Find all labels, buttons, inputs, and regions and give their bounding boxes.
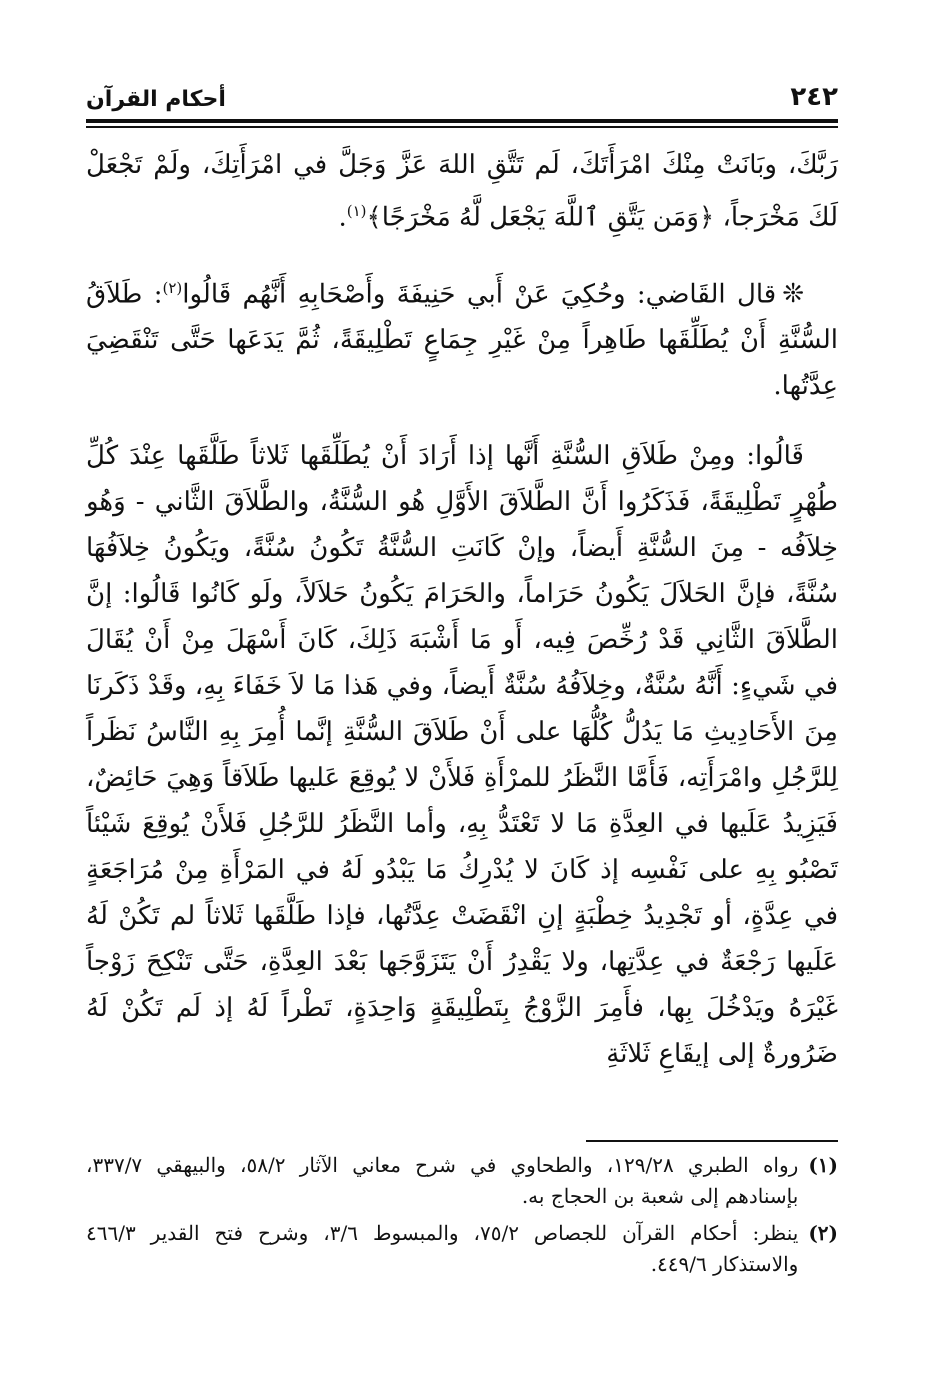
paragraph-1 (86, 142, 838, 241)
body-text (86, 142, 838, 1077)
header-rule-thin (86, 126, 838, 128)
star-icon: ❊ (782, 279, 804, 310)
page-header (86, 62, 838, 112)
footnotes (86, 1150, 838, 1286)
footnote-2-number: (٢) (808, 1221, 838, 1245)
footnote-1-text: رواه الطبري ١٢٩/٢٨، والطحاوي في شرح معاني الآثار ٥٨/٢، والبيهقي ٣٣٧/٧، بإسنادهم إلى شعبة بن الحجاج به. (86, 1153, 799, 1208)
footnote-ref-1: (١) (346, 202, 367, 220)
paragraph-3 (86, 433, 838, 1077)
paragraph-2-text: قال القَاضي: وحُكِيَ عَنْ أَبي حَنِيفَةَ وأَصْحَابِهِ أَنَّهُم قَالُوا (182, 279, 777, 310)
paragraph-1-end: . (338, 202, 347, 233)
footnote-1-number: (١) (808, 1153, 838, 1177)
page-number: ٢٤٢ (790, 82, 838, 112)
footnote-2-text: ينظر: أحكام القرآن للجصاص ٧٥/٢، والمبسوط ٣/٦، وشرح فتح القدير ٤٦٦/٣ والاستذكار ٤٤٩/٦. (86, 1221, 799, 1276)
footnote-ref-2: (٢) (162, 278, 183, 297)
paragraph-2-rest: : طَلاَقُ السُّنَّةِ أَنْ يُطَلِّقَها طَاهِراً مِنْ غَيْرِ جِمَاعٍ تَطْلِيقَةً، ثُمَّ يَدَعَها حَتَّى تَنْقَضِيَ عِدَّتُها. (86, 279, 838, 402)
header-rule-thick (86, 119, 838, 123)
paragraph-3-text: قَالُوا: ومِنْ طَلاَقِ السُّنَّةِ أَنَّها إذا أَرَادَ أَنْ يُطَلِّقَها ثَلاثاً طَلَّقَها عِنْدَ كُلِّ طُهْرٍ تَطْلِيقَةً، فَذَكَرُوا أَنَّ الطَّلاَقَ الأَوَّلِ هُو السُّنَّةُ، والطَّلاَقَ الثَّاني - وَهُو خِلاَفُه - مِنَ السُّنَّةِ أَيضاً، وإنْ كَانَتِ السُّنَّةُ تَكُونُ سُنَّةً، ويَكُونُ خِلاَفُهَا سُنَّةً، فإنَّ الحَلاَلَ يَكُونُ حَرَاماً، والحَرَامَ يَكُونُ حَلاَلاً، ولَو كَانُوا قَالُوا: إنَّ الطَّلاَقَ الثَّانِي قَدْ رُخِّصَ فِيه، أَو مَا أَشْبَهَ ذَلِكَ، كَانَ أَسْهَلَ مِنْ أَنْ يُقَالَ في شَيءٍ: أَنَّهُ سُنَّةٌ، وخِلاَفُهُ سُنَّةٌ أَيضاً، وفي هَذا مَا لاَ خَفَاءَ بِهِ، وقَدْ ذَكَرنَا مِنَ الأَحَادِيثِ مَا يَدُلُّ كُلُّهَا على أَنْ طَلاَقَ السُّنَّةِ إنَّما أُمِرَ بِهِ النَّاسُ نَظَراً لِلرَّجُلِ وامْرَأَتِه، فَأَمَّا النَّظَرُ للمرْأَةِ فَلأَنْ لا يُوقِعَ عَليها طَلاَقاً وَهِيَ حَائِضٌ، فَيَزِيدُ عَلَيها في العِدَّةِ مَا لا تَعْتَدُّ بِهِ، وأما النَّظَرُ للرَّجُلِ فَلأَنْ يُوقِعَ شَيْئاً تَصْبُو بِهِ على نَفْسِه إذ كَانَ لا يُدْرِكُ مَا يَبْدُو لَهُ في المَرْأَةِ مِنْ مُرَاجَعَةٍ في عِدَّةٍ، أو تَجْدِيدُ خِطْبَةٍ إنِ انْقَضَتْ عِدَّتُها، فإذا طَلَّقَها ثَلاثاً لم تَكُنْ لَهُ عَلَيها رَجْعَةٌ في عِدَّتِها، ولا يَقْدِرُ أَنْ يَتَزَوَّجَها بَعْدَ العِدَّةِ، حَتَّى تَنْكِحَ زَوْجاً غَيْرَهُ ويَدْخُلَ بِها، فأَمِرَ الزَّوْجُ بِتَطْلِيقَةٍ وَاحِدَةٍ، تَطْراً لَهُ إذ لَم تَكُنْ لَهُ ضَرُورةٌ إلى إيقَاعِ ثَلاثَةِ (86, 441, 838, 1070)
paragraph-2 (86, 265, 838, 410)
paragraph-1-text: رَبَّكَ، وبَانَتْ مِنْكَ امْرَأَتَكَ، لَم تَتَّقِ اللهَ عَزَّ وَجَلَّ في امْرَأَتِكَ، ولَمْ تَجْعَلْ لَكَ مَخْرَجاً، ﴿وَمَن يَتَّقِ ٱللَّهَ يَجْعَل لَّهُ مَخْرَجًا﴾ (86, 150, 838, 233)
footnote-2 (86, 1218, 838, 1280)
running-title: أحكام القرآن (86, 87, 226, 112)
footnote-separator (586, 1140, 838, 1142)
footnote-1 (86, 1150, 838, 1212)
